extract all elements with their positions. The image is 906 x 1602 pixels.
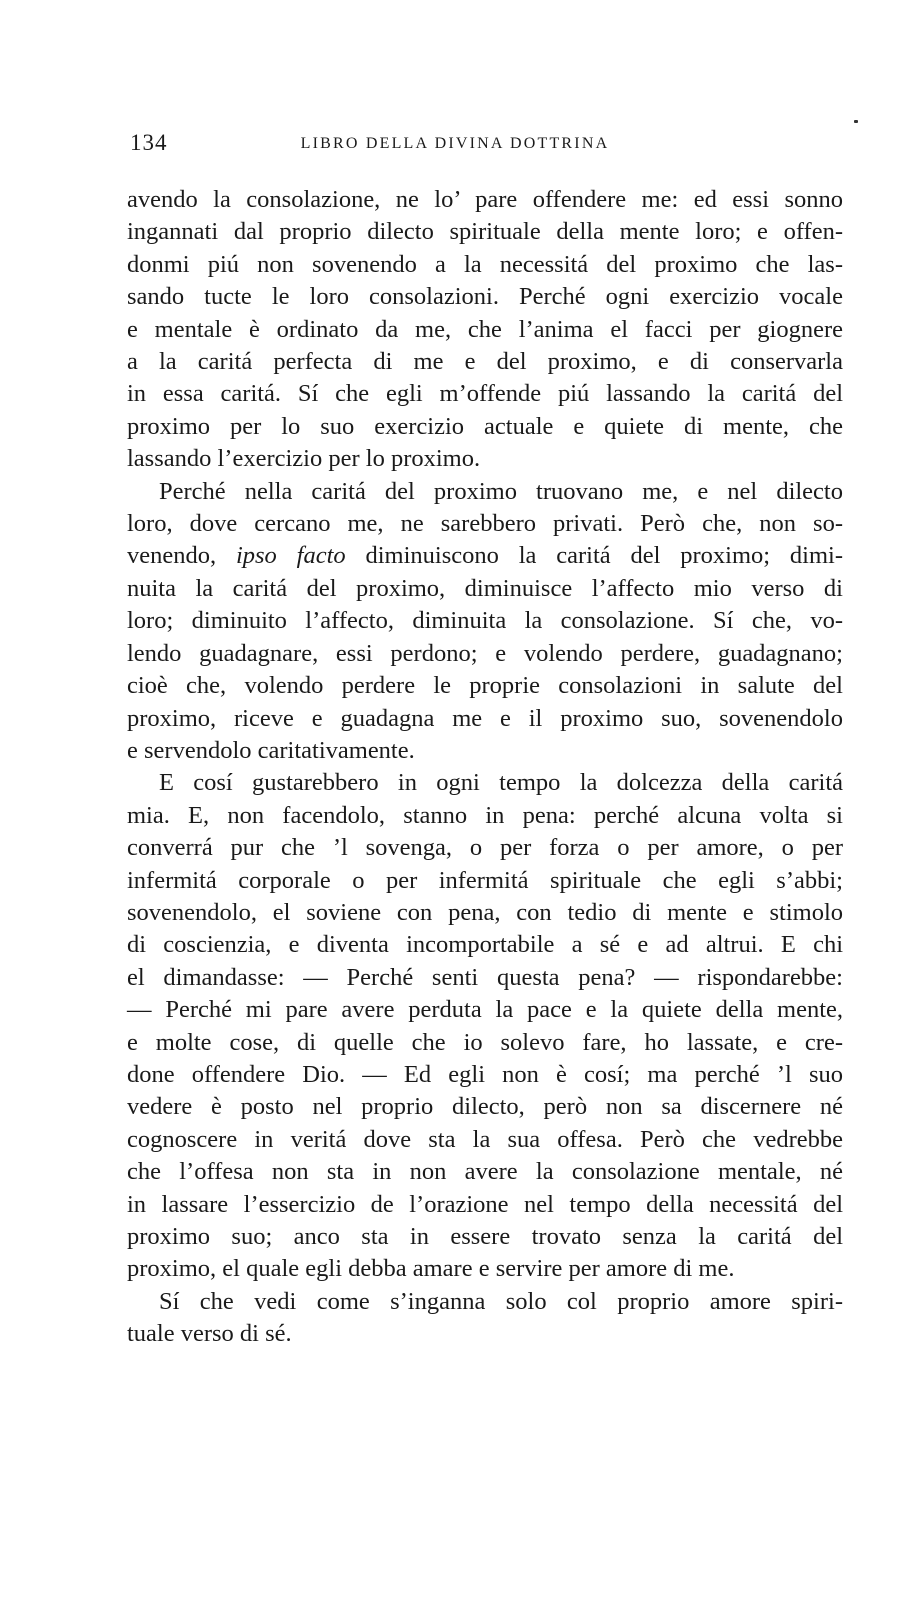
text-line: lassando l’exercizio per lo proximo.: [127, 445, 481, 473]
text-line: che l’offesa non sta in non avere la consolazione mentale, né: [127, 1158, 843, 1186]
text-line: di coscienzia, e diventa incomportabile a sé e ad altrui. E chi: [127, 931, 843, 959]
paragraph: [127, 1286, 843, 1351]
text-line: proximo per lo suo exercizio actuale e quiete di mente, che: [127, 412, 843, 440]
text-line: infermitá corporale o per infermitá spirituale che egli s’abbi;: [127, 866, 843, 894]
book-title: LIBRO DELLA DIVINA DOTTRINA: [300, 135, 610, 152]
text-line: e servendolo caritativamente.: [127, 736, 415, 764]
text-fragment: venendo,: [127, 542, 217, 570]
print-speck: [854, 120, 858, 123]
latin-phrase: ipso facto: [235, 542, 346, 570]
text-line: tuale verso di sé.: [127, 1320, 292, 1348]
text-line: mia. E, non facendolo, stanno in pena: perché alcuna volta si: [127, 801, 843, 829]
text-line: lendo guadagnare, essi perdono; e volendo perdere, guadagnano;: [127, 639, 843, 667]
body-text: [127, 184, 843, 1351]
paragraph: [127, 767, 843, 1286]
text-line: Perché nella caritá del proximo truovano me, e nel dilecto: [159, 477, 843, 505]
text-line: e molte cose, di quelle che io solevo fare, ho lassate, e cre-: [127, 1028, 843, 1056]
text-line: donmi piú non sovenendo a la necessitá del proximo che las-: [127, 250, 843, 278]
text-line: e mentale è ordinato da me, che l’anima el facci per giognere: [127, 315, 843, 343]
text-line: done offendere Dio. — Ed egli non è cosí; ma perché ’l suo: [127, 1060, 843, 1088]
text-line: ingannati dal proprio dilecto spirituale della mente loro; e offen-: [127, 218, 843, 246]
text-line: loro; diminuito l’affecto, diminuita la consolazione. Sí che, vo-: [127, 607, 843, 635]
text-line: Sí che vedi come s’inganna solo col proprio amore spiri-: [159, 1287, 843, 1315]
text-fragment: diminuiscono la caritá del proximo; dimi-: [365, 542, 843, 570]
text-line: loro, dove cercano me, ne sarebbero privati. Però che, non so-: [127, 510, 843, 538]
page-number: 134: [130, 130, 168, 155]
text-line: E cosí gustarebbero in ogni tempo la dolcezza della caritá: [159, 769, 843, 797]
text-line: nuita la caritá del proximo, diminuisce l’affecto mio verso di: [127, 574, 843, 602]
text-line: converrá pur che ’l sovenga, o per forza o per amore, o per: [127, 834, 843, 862]
text-line: proximo, riceve e guadagna me e il proximo suo, sovenendolo: [127, 704, 843, 732]
text-line: proximo suo; anco sta in essere trovato senza la caritá del: [127, 1223, 843, 1250]
text-line: proximo, el quale egli debba amare e servire per amore di me.: [127, 1255, 735, 1283]
paragraph: [127, 184, 843, 476]
text-line: — Perché mi pare avere perduta la pace e la quiete della mente,: [127, 996, 843, 1024]
text-line: [127, 540, 843, 572]
text-line: in lassare l’essercizio de l’orazione nel tempo della necessitá del: [127, 1190, 843, 1218]
text-line: sovenendolo, el soviene con pena, con tedio di mente e stimolo: [127, 898, 843, 926]
text-line: cognoscere in veritá dove sta la sua offesa. Però che vedrebbe: [127, 1125, 843, 1153]
text-line: vedere è posto nel proprio dilecto, però non sa discernere né: [127, 1093, 843, 1121]
paragraph: [127, 476, 843, 768]
text-line: a la caritá perfecta di me e del proximo, e di conservarla: [127, 348, 843, 376]
text-line: in essa caritá. Sí che egli m’offende piú lassando la caritá del: [127, 380, 843, 408]
text-line: sando tucte le loro consolazioni. Perché ogni exercizio vocale: [127, 283, 843, 311]
running-head: [130, 130, 780, 160]
text-line: avendo la consolazione, ne lo’ pare offendere me: ed essi sonno: [127, 186, 843, 213]
text-line: el dimandasse: — Perché senti questa pena? — rispondarebbe:: [127, 963, 843, 991]
text-line: cioè che, volendo perdere le proprie consolazioni in salute del: [127, 672, 843, 700]
